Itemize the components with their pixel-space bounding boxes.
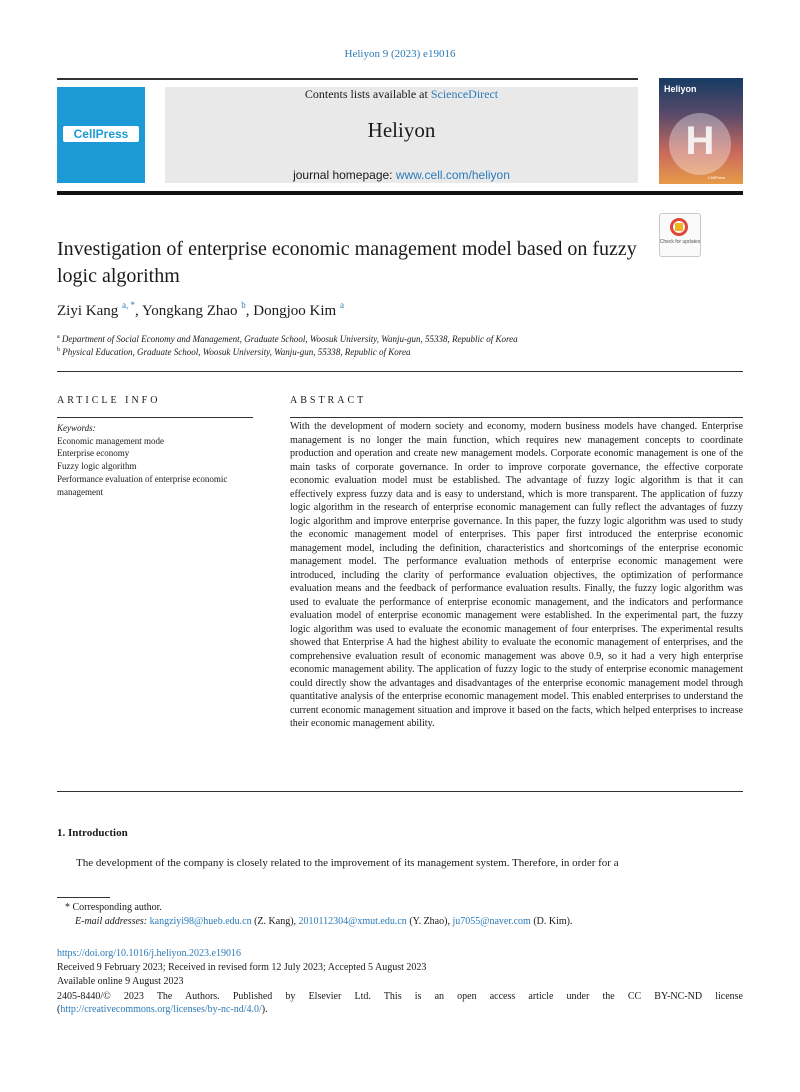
keyword-item: Enterprise economy xyxy=(57,448,130,459)
cover-title: Heliyon xyxy=(664,84,697,94)
homepage-prefix: journal homepage: xyxy=(293,168,396,182)
email-link[interactable]: ju7055@naver.com xyxy=(452,916,531,927)
keywords-label: Keywords: xyxy=(57,423,96,433)
abstract-body: With the development of modern society and economy, modern business models have changed. Enterprise management is no longer the main function, which requires new management concepts to coordinate production and operation and create new management models. Corporate economic management is one of the main tasks of corporate governance. In order to improve corporate governance, the effective corporate economic evaluation model must be established. The advantage of fuzzy logic algorithm is that it can effectively express fuzzy data and is easy to understand, which is more transparent. The application of fuzzy logic algorithm in the research of enterprise economic management can fully reflect the advantages of fuzzy logic algorithm and improve enterprise governance. In this paper, the fuzzy logic algorithm was used to study the economic management model of enterprises. This paper first introduced the enterprise economic management model, including the definition, characteristics and shortcomings of the enterprise economic management model. The performance evaluation methods of enterprise economic management were introduced, including the clarity of performance evaluation objectives, the optimization of performance evaluation means and the feedback of performance evaluation results. Finally, the fuzzy logic algorithm was used to evaluate the performance of enterprise economic management, and the indicators and performance evaluation model of enterprise economic management were established. In the experimental part, the fuzzy logic algorithm was used to evaluate the economic management of four enterprises. The experimental results showed that Enterprise A had the highest ability to evaluate the economic management of enterprises, and the comprehensive evaluation result of economic management was above 0.9, so it had a very high enterprise economic management ability. The application of fuzzy logic to the study of enterprise economic management could directly show the advantages and disadvantages of the enterprise economic management model through quantitative analysis of the enterprise economic management model. This enabled enterprises to understand the current economic management situation and improve it based on the facts, which helped enterprises to increase their economic management ability. xyxy=(290,421,743,729)
section-divider xyxy=(57,791,743,792)
contents-prefix: Contents lists available at xyxy=(304,87,431,101)
author-affiliation-mark[interactable]: b xyxy=(241,300,246,310)
introduction-text: The development of the company is closely related to the improvement of its management system. Therefore, in order for a xyxy=(76,857,619,869)
affiliation xyxy=(57,334,518,344)
affiliation-label: b xyxy=(57,347,60,353)
received-dates: Received 9 February 2023; Received in revised form 12 July 2023; Accepted 5 August 2023 xyxy=(57,962,427,973)
affiliation-text: Physical Education, Graduate School, Woosuk University, Wanju-gun, 55338, Republic of Korea xyxy=(62,347,411,357)
footnote-rule xyxy=(57,897,110,898)
article-info-rule xyxy=(57,417,253,418)
email-owner: (Z. Kang), xyxy=(254,916,297,927)
keywords-list xyxy=(57,422,262,498)
header-thick-rule xyxy=(57,191,743,195)
email-label: E-mail addresses: xyxy=(75,916,148,927)
keyword-item: Economic management mode xyxy=(57,435,164,446)
check-updates-label: Check for updates xyxy=(659,239,701,245)
author-list: Ziyi Kang $^{a, *}$, Yongkang Zhao $^b$, Dongjoo Kim $^a$ xyxy=(57,300,344,319)
cellpress-logo[interactable]: CellPress xyxy=(63,126,139,142)
license-url-link[interactable]: http://creativecommons.org/licenses/by-nc-nd/4.0/ xyxy=(60,1004,262,1015)
header-top-rule xyxy=(57,78,638,80)
license-url-line xyxy=(57,1004,268,1015)
author-affiliation-mark[interactable]: a xyxy=(339,300,344,310)
corresponding-author-note: * Corresponding author. xyxy=(65,902,162,913)
available-online-date: Available online 9 August 2023 xyxy=(57,976,184,987)
keyword-item: Fuzzy logic algorithm xyxy=(57,461,137,472)
license-statement: 2405-8440/© 2023 The Authors. Published by Elsevier Ltd. This is an open access article under the CC BY-NC-ND license xyxy=(57,991,743,1002)
email-owner: (Y. Zhao), xyxy=(409,916,450,927)
bookmark-icon xyxy=(675,223,683,231)
doi-link[interactable]: https://doi.org/10.1016/j.heliyon.2023.e19016 xyxy=(57,948,241,959)
journal-homepage-line xyxy=(165,168,638,182)
section-divider xyxy=(57,371,743,372)
abstract-heading: ABSTRACT xyxy=(290,395,367,406)
license-url-open: ( xyxy=(57,1004,61,1015)
keyword-item: Performance evaluation of enterprise economic management xyxy=(57,473,228,497)
author-name[interactable]: Ziyi Kang xyxy=(57,303,119,319)
sciencedirect-link[interactable]: ScienceDirect xyxy=(430,87,499,101)
cover-letter: H xyxy=(685,119,715,163)
contents-available-line xyxy=(165,87,638,101)
email-link[interactable]: 2010112304@xmut.edu.cn xyxy=(298,916,407,927)
article-title: Investigation of enterprise economic management model based on fuzzy logic algorithm xyxy=(57,238,637,287)
license-url-close: ). xyxy=(261,1004,268,1015)
author-name[interactable]: Yongkang Zhao xyxy=(141,303,238,319)
email-addresses xyxy=(75,916,572,927)
article-info-heading: ARTICLE INFO xyxy=(57,395,161,406)
author-name[interactable]: Dongjoo Kim xyxy=(253,303,337,319)
affiliation-text: Department of Social Economy and Management, Graduate School, Woosuk University, Wanju-gun, 55338, Republic of Korea xyxy=(61,334,518,344)
affiliation-label: a xyxy=(57,334,60,340)
abstract-rule xyxy=(290,417,743,418)
cover-footer: CellPress xyxy=(708,175,726,180)
journal-citation[interactable]: Heliyon 9 (2023) e19016 xyxy=(344,48,456,60)
author-affiliation-mark[interactable]: a, * xyxy=(122,300,135,310)
journal-homepage-link[interactable]: www.cell.com/heliyon xyxy=(395,168,510,182)
journal-title: Heliyon xyxy=(367,118,436,142)
email-owner: (D. Kim). xyxy=(533,916,573,927)
introduction-heading: 1. Introduction xyxy=(57,827,128,839)
affiliation xyxy=(57,347,410,357)
email-link[interactable]: kangziyi98@hueb.edu.cn xyxy=(149,916,252,927)
